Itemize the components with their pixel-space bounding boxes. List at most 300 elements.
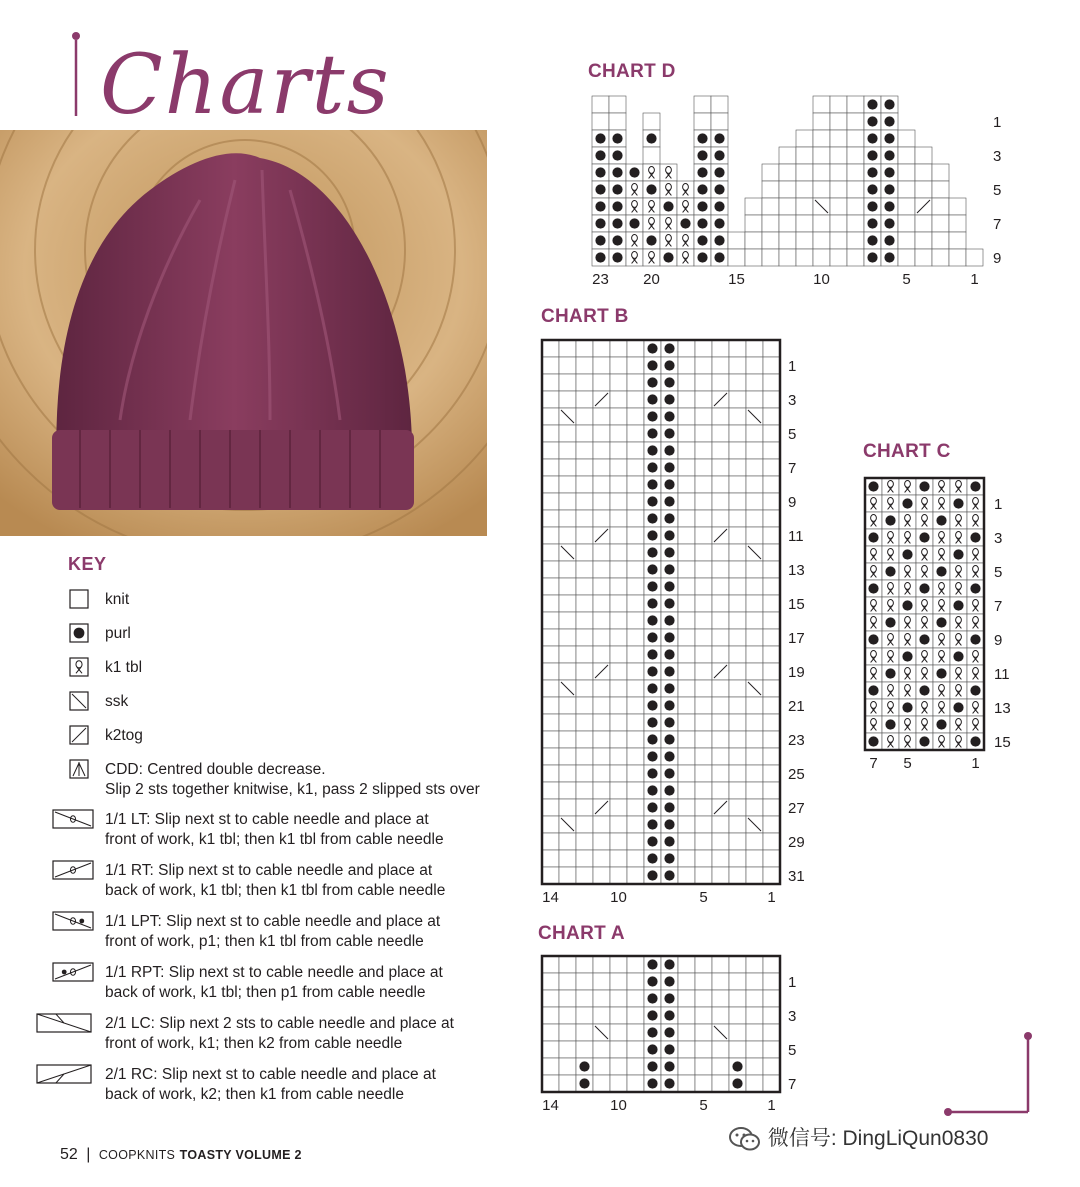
chart-cell [695,714,712,731]
col-label: 14 [542,1097,559,1112]
chart-cell [763,799,780,816]
chart-cell [678,956,695,973]
wechat-icon [728,1125,762,1153]
chart-cell [610,799,627,816]
key-item-text: 1/1 LT: Slip next st to cable needle and place at [105,811,429,828]
key-item-text: front of work, k1; then k2 from cable needle [105,1035,403,1052]
stitch-purl [647,377,657,387]
chart-cell [729,340,746,357]
chart-cell [763,357,780,374]
chart-cell [542,425,559,442]
chart-cell [695,1058,712,1075]
chart-cell [627,527,644,544]
chart-cell [542,578,559,595]
chart-cell [813,147,830,164]
col-label: 5 [903,755,912,772]
stitch-purl [647,1078,657,1088]
chart-cell [678,629,695,646]
key-item-text: 2/1 LC: Slip next 2 sts to cable needle and place at [105,1015,454,1032]
stitch-purl [902,651,912,661]
row-label: 5 [788,425,797,443]
stitch-purl [884,218,894,228]
stitch-purl [902,549,912,559]
stitch-purl [647,993,657,1003]
chart-cell [763,833,780,850]
chart-cell [898,130,915,147]
stitch-purl [919,583,929,593]
chart-cell [593,697,610,714]
stitch-purl [664,581,674,591]
stitch-purl [664,768,674,778]
chart-cell [678,1041,695,1058]
stitch-purl [647,547,657,557]
stitch-purl [647,853,657,863]
chart-cell [627,493,644,510]
chart-cell [542,1024,559,1041]
chart-cell [729,973,746,990]
chart-cell [729,544,746,561]
stitch-purl [612,150,622,160]
stitch-purl [595,184,605,194]
chart-cell [678,748,695,765]
chart-cell [559,799,576,816]
key-item-text: 1/1 LPT: Slip next st to cable needle and place at [105,913,441,930]
row-label: 3 [788,391,797,409]
chart-cell [542,391,559,408]
chart-cell [643,147,660,164]
chart-cell [746,476,763,493]
chart-cell [830,232,847,249]
chart-cell [610,629,627,646]
chart-cell [763,697,780,714]
chart-cell [796,181,813,198]
chart-cell [593,646,610,663]
chart-cell [746,629,763,646]
chart-cell [763,629,780,646]
chart-cell [746,357,763,374]
stitch-purl [647,513,657,523]
chart-cell [830,113,847,130]
stitch-purl [646,133,656,143]
chart-cell [695,956,712,973]
chart-cell [610,527,627,544]
stitch-purl [647,1010,657,1020]
col-label: 1 [970,271,979,288]
stitch-purl [868,685,878,695]
chart-cell [711,96,728,113]
chart-cell [949,249,966,266]
chart-cell [746,561,763,578]
chart-cell [949,215,966,232]
stitch-purl [884,116,894,126]
chart-cell [576,357,593,374]
chart-cell [559,956,576,973]
stitch-purl [664,428,674,438]
chart-cell [695,544,712,561]
stitch-purl [647,1044,657,1054]
chart-cell [763,408,780,425]
chart-cell [847,130,864,147]
chart-cell [592,96,609,113]
key-item-text: 1/1 RT: Slip next st to cable needle and place at [105,862,433,879]
chart-cell [542,663,559,680]
chart-cell [678,816,695,833]
chart-cell [678,833,695,850]
chart-cell [712,748,729,765]
chart-cell [559,765,576,782]
chart-cell [678,425,695,442]
stitch-purl [884,133,894,143]
chart-cell [559,731,576,748]
chart-cell [610,816,627,833]
chart-cell [763,510,780,527]
chart-cell [762,232,779,249]
stitch-purl [664,836,674,846]
chart-cell [678,680,695,697]
chart-cell [542,782,559,799]
stitch-purl [919,532,929,542]
stitch-purl [953,498,963,508]
chart-cell [694,96,711,113]
chart-cell [830,130,847,147]
chart-cell [695,816,712,833]
chart-cell [763,867,780,884]
chart-cell [576,612,593,629]
chart-cell [729,510,746,527]
stitch-purl [714,150,724,160]
chart-cell [593,1041,610,1058]
chart-cell [729,561,746,578]
chart-cell [678,595,695,612]
chart-cell [627,1075,644,1092]
chart-cell [712,782,729,799]
stitch-purl [612,252,622,262]
stitch-purl [647,1027,657,1037]
chart-cell [592,113,609,130]
chart-cell [610,990,627,1007]
chart-cell [746,374,763,391]
chart-cell [678,493,695,510]
stitch-purl [579,1078,589,1088]
chart-cell [898,147,915,164]
chart-cell [542,816,559,833]
chart-cell [627,510,644,527]
chart-cell [678,442,695,459]
stitch-purl [970,481,980,491]
stitch-purl [647,581,657,591]
stitch-purl [664,717,674,727]
chart-cell [949,232,966,249]
chart-cell [678,561,695,578]
chart-cell [779,232,796,249]
chart-cell [593,374,610,391]
row-label: 9 [994,631,1003,649]
chart-cell [898,232,915,249]
stitch-purl [884,167,894,177]
chart-cell [763,646,780,663]
chart-cell [627,595,644,612]
stitch-purl [647,462,657,472]
chart-cell [593,680,610,697]
chart-cell [627,1041,644,1058]
key-item-text: purl [105,625,131,642]
chart-cell [746,459,763,476]
chart-cell [593,629,610,646]
chart-cell [796,215,813,232]
chart-cell [678,476,695,493]
chart-cell [712,1041,729,1058]
chart-cell [610,1075,627,1092]
chart-cell [695,973,712,990]
chart-cell [610,391,627,408]
chart-cell [559,1024,576,1041]
chart-cell [729,697,746,714]
chart-cell [695,357,712,374]
chart-cell [610,973,627,990]
chart-cell [847,113,864,130]
chart-cell [542,612,559,629]
chart-cell [678,408,695,425]
chart-cell [576,510,593,527]
chart-cell [593,782,610,799]
stitch-purl [664,360,674,370]
chart-cell [746,442,763,459]
chart-cell [627,697,644,714]
stitch-purl [646,184,656,194]
stitch-purl [885,515,895,525]
chart-c-title: CHART C [863,441,951,462]
row-label: 7 [994,597,1003,615]
chart-cell [542,833,559,850]
stitch-purl [612,133,622,143]
chart-cell [746,340,763,357]
chart-cell [779,181,796,198]
stitch-purl [664,462,674,472]
chart-cell [610,493,627,510]
chart-cell [542,956,559,973]
chart-cell [678,544,695,561]
stitch-purl [867,167,877,177]
chart-cell [695,697,712,714]
stitch-purl [953,549,963,559]
chart-cell [898,181,915,198]
chart-cell [593,1058,610,1075]
chart-cell [898,198,915,215]
chart-cell [915,147,932,164]
chart-cell [932,232,949,249]
chart-cell [627,663,644,680]
chart-cell [847,164,864,181]
stitch-purl [970,685,980,695]
chart-cell [915,215,932,232]
chart-cell [678,374,695,391]
footer-separator: | [86,1146,91,1163]
chart-cell [576,850,593,867]
chart-cell [559,357,576,374]
chart-cell [576,391,593,408]
chart-cell [542,697,559,714]
chart-cell [610,956,627,973]
chart-cell [712,816,729,833]
chart-cell [559,782,576,799]
chart-cell [729,476,746,493]
stitch-purl [884,252,894,262]
chart-cell [678,697,695,714]
chart-cell [542,408,559,425]
chart-cell [728,232,745,249]
stitch-purl [647,683,657,693]
stitch-purl [664,1010,674,1020]
chart-cell [610,408,627,425]
stitch-purl [664,1044,674,1054]
row-label: 11 [994,665,1010,683]
row-label: 3 [994,529,1003,547]
row-label: 1 [994,495,1003,513]
chart-cell [729,765,746,782]
chart-cell [813,96,830,113]
chart-cell [695,850,712,867]
chart-cell [559,391,576,408]
key-item-text: ssk [105,693,129,710]
stitch-purl [664,496,674,506]
chart-cell [729,425,746,442]
stitch-purl [664,479,674,489]
chart-cell [678,1007,695,1024]
chart-cell [593,833,610,850]
stitch-purl [664,870,674,880]
stitch-purl [647,564,657,574]
chart-cell [695,578,712,595]
stitch-purl [664,666,674,676]
watermark [728,1122,988,1153]
chart-cell [576,340,593,357]
stitch-purl [953,600,963,610]
chart-cell [610,663,627,680]
chart-cell [729,391,746,408]
stitch-purl [647,445,657,455]
chart-grid [592,96,983,266]
stitch-purl [884,150,894,160]
chart-cell [763,1041,780,1058]
chart-cell [746,527,763,544]
stitch-purl [664,751,674,761]
chart-cell [559,527,576,544]
chart-cell [729,493,746,510]
chart-cell [763,680,780,697]
chart-cell [779,198,796,215]
stitch-purl [629,218,639,228]
chart-cell [763,476,780,493]
stitch-purl [664,530,674,540]
stitch-purl [867,133,877,143]
chart-cell [712,1007,729,1024]
chart-cell [593,408,610,425]
chart-cell [932,164,949,181]
chart-cell [576,1041,593,1058]
chart-cell [712,561,729,578]
stitch-purl [885,617,895,627]
chart-cell [813,181,830,198]
chart-cell [542,459,559,476]
row-label: 21 [788,697,805,715]
stitch-purl [664,632,674,642]
key-symbol-rpt-icon [36,962,106,984]
chart-cell [610,442,627,459]
chart-cell [576,663,593,680]
stitch-purl [697,201,707,211]
chart-cell [610,510,627,527]
chart-cell [542,799,559,816]
stitch-purl [612,184,622,194]
chart-cell [763,782,780,799]
chart-cell [949,198,966,215]
key-item-text: Slip 2 sts together knitwise, k1, pass 2 slipped sts over [105,781,480,798]
row-label: 17 [788,629,805,647]
stitch-purl [647,632,657,642]
stitch-purl [647,700,657,710]
footer-brand: COOPKNITS [98,1148,176,1162]
stitch-purl [647,785,657,795]
key-item-text: 2/1 RC: Slip next st to cable needle and place at [105,1066,436,1083]
chart-cell [915,181,932,198]
chart-cell [746,1058,763,1075]
stitch-purl [697,235,707,245]
chart-cell [593,425,610,442]
chart-cell [712,612,729,629]
chart-cell [746,956,763,973]
chart-cell [695,663,712,680]
chart-cell [695,493,712,510]
chart-cell [559,425,576,442]
chart-cell [729,1007,746,1024]
chart-cell [915,232,932,249]
stitch-purl [647,976,657,986]
row-label: 9 [788,493,797,511]
chart-cell [627,782,644,799]
chart-cell [745,232,762,249]
chart-cell [559,748,576,765]
chart-cell [627,799,644,816]
chart-cell [678,714,695,731]
chart-cell [542,973,559,990]
stitch-purl [868,583,878,593]
stitch-purl [936,719,946,729]
stitch-purl [663,252,673,262]
chart-cell [712,680,729,697]
chart-cell [542,714,559,731]
chart-cell [593,493,610,510]
chart-cell [695,425,712,442]
col-label: 15 [728,271,745,288]
chart-cell [746,1041,763,1058]
stitch-purl [664,513,674,523]
stitch-purl [647,836,657,846]
chart-cell [610,1007,627,1024]
chart-cell [932,215,949,232]
key-item-text: back of work, k1 tbl; then k1 tbl from cable needle [105,882,446,899]
chart-cell [729,629,746,646]
col-label: 1 [767,889,776,906]
chart-cell [559,612,576,629]
chart-cell [593,578,610,595]
chart-cell [559,459,576,476]
chart-cell [695,527,712,544]
chart-cell [729,850,746,867]
chart-cell [746,493,763,510]
chart-cell [762,215,779,232]
chart-cell [593,816,610,833]
col-label: 5 [699,1097,708,1112]
